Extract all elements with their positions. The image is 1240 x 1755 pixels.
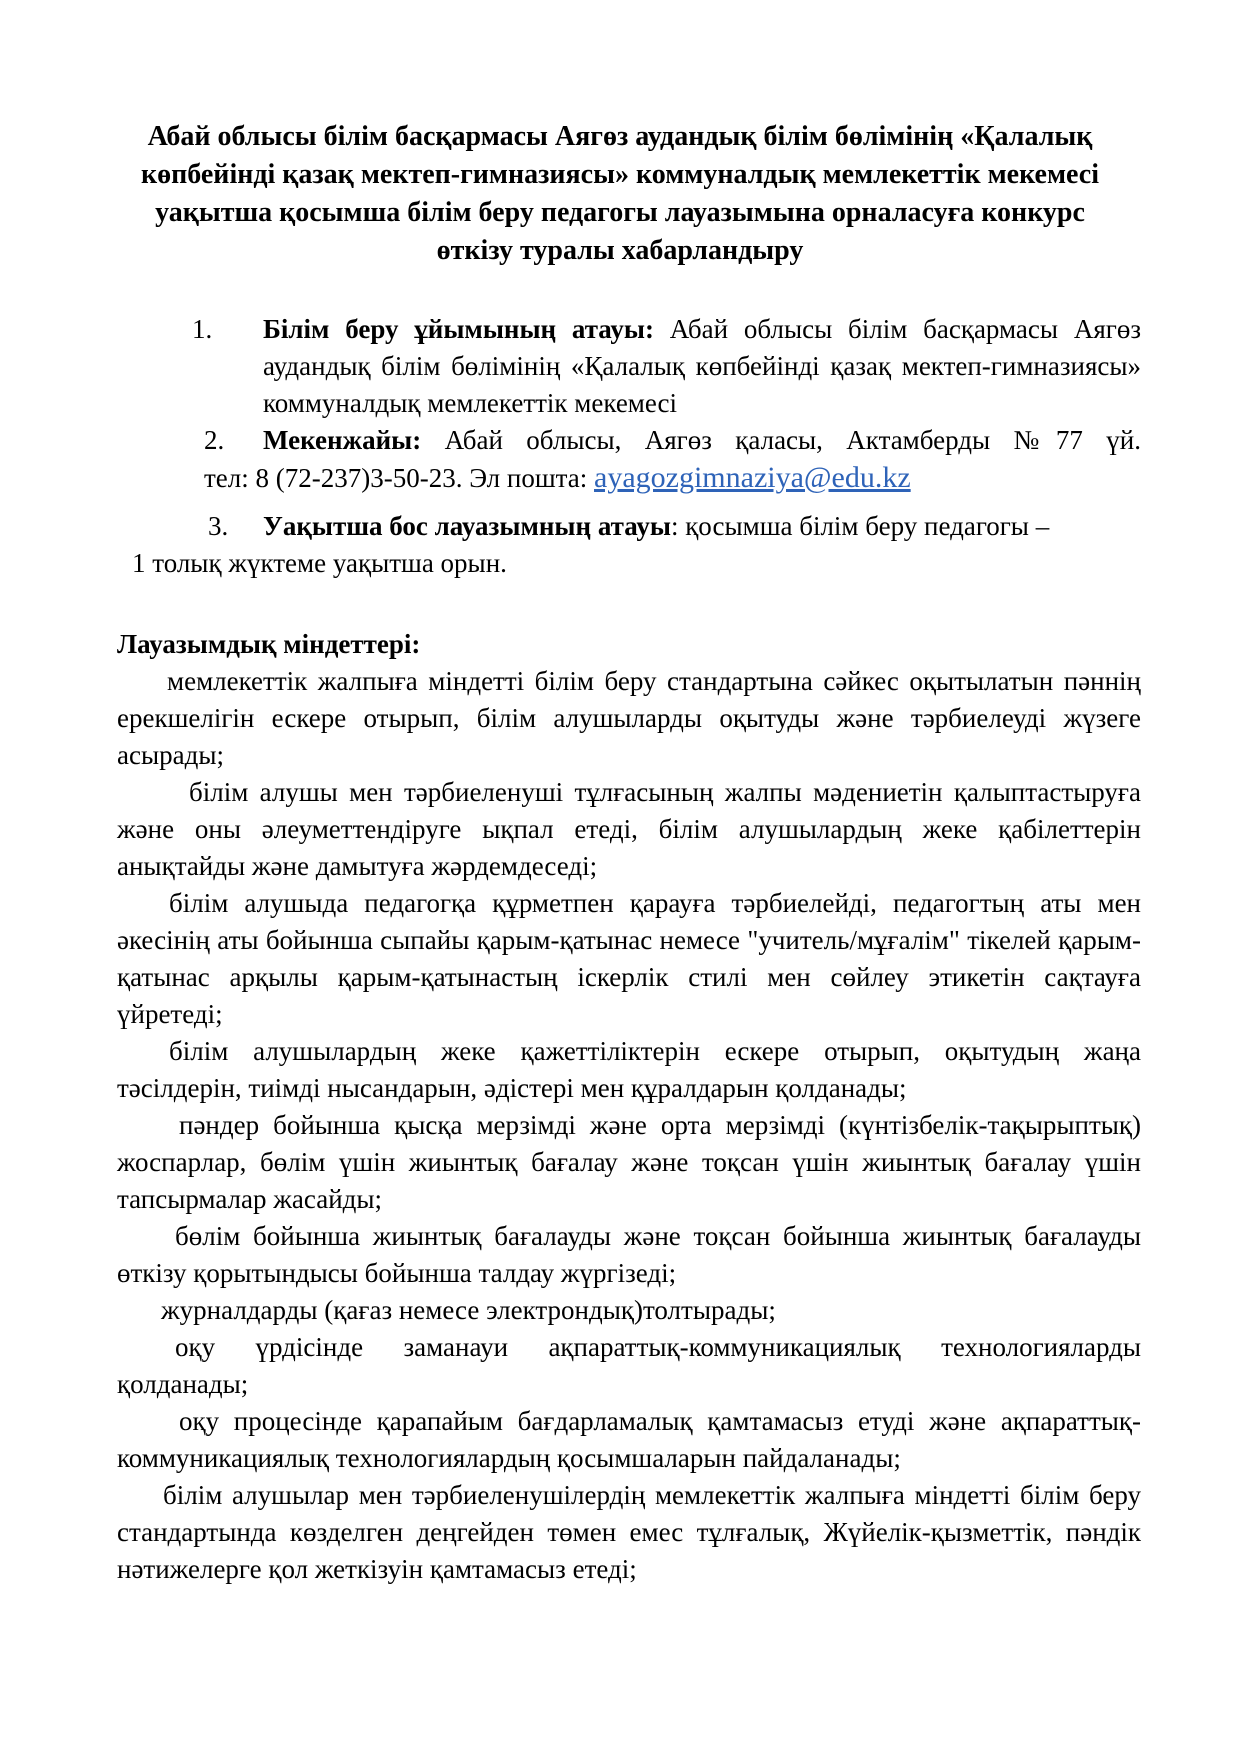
list-item-continuation: 1 толық жүктеме уақытша орын. [132,548,507,578]
duty-paragraph: оқу үрдісінде заманауи ақпараттық-коммуникациялық технологияларды қолданады; [117,1332,1141,1399]
duty-paragraph: бөлім бойынша жиынтық бағалауды және тоқсан бойынша жиынтық бағалауды өткізу қорытындысы бойынша талдау жүргізеді; [117,1221,1141,1288]
list-item-label: Білім беру ұйымының атауы: [263,314,654,344]
list-item-number: 2. [204,425,225,455]
list-item-text: Абай облысы білім басқармасы Аягөз аудандық білім бөлімінің «Қалалық көпбейінді қазақ мектеп-гимназиясы» коммуналдық мемлекеттік мекемесі [263,314,1141,418]
list-item-number: 1. [192,314,213,344]
duties-list [117,663,1141,1588]
list-item-organization-name [192,311,1141,422]
duty-paragraph: білім алушылардың жеке қажеттіліктерін ескере отырып, оқытудың жаңа тәсілдерін, тиімді нысандарын, әдістері мен құралдарын қолданады; [117,1036,1141,1103]
duty-paragraph: білім алушылар мен тәрбиеленушілердің мемлекеттік жалпыға міндетті білім беру стандартында көзделген деңгейден төмен емес тұлғалық, Жүйелік-қызметтік, пәндік нәтижелерге қол жеткізуін қамтамасыз етеді; [117,1480,1141,1584]
duty-paragraph: мемлекеттік жалпыға міндетті білім беру стандартына сәйкес оқытылатын пәннің ерекшелігін ескере отырып, білім алушыларды оқытуды және тәрбиелеуді жүзеге асырады; [117,666,1141,770]
duty-paragraph: білім алушыда педагогқа құрметпен қарауға тәрбиелейді, педагогтың аты мен әкесінің аты бойынша сыпайы қарым-қатынас немесе "учитель/мұғалім" тікелей қарым-қатынас арқылы қарым-қатынастың іскерлік стилі мен сөйлеу этикетін сақтауға үйретеді; [117,888,1141,1029]
list-item-number: 3. [208,511,229,541]
list-item-label: Уақытша бос лауазымның атауы [263,511,671,541]
list-item-label: Мекенжайы: [263,425,422,455]
list-item-vacancy [132,508,1141,582]
duty-paragraph: білім алушы мен тәрбиеленуші тұлғасының жалпы мәдениетін қалыптастыруға және оны әлеуметтендіруге ықпал етеді, білім алушылардың жеке қабілеттерін анықтайды және дамытуға жәрдемдеседі; [117,777,1141,881]
duties-heading: Лауазымдық міндеттері: [117,629,421,659]
duty-paragraph: журналдарды (қағаз немесе электрондық)толтырады; [161,1295,776,1325]
duty-paragraph: оқу процесінде қарапайым бағдарламалық қамтамасыз етуді және ақпараттық-коммуникациялық технологиялардың қосымшаларын пайдаланады; [117,1406,1141,1473]
phone-text: тел: 8 (72-237)3-50-23. Эл пошта: [204,463,595,493]
email-link[interactable]: ayagozgimnaziya@edu.kz [594,461,911,494]
duty-paragraph: пәндер бойынша қысқа мерзімді және орта мерзімді (күнтізбелік-тақырыптық) жоспарлар, бөлім үшін жиынтық бағалау және тоқсан үшін жиынтық бағалау үшін тапсырмалар жасайды; [117,1110,1141,1214]
list-item-address [204,422,1141,497]
list-item-text: Абай облысы, Аягөз қаласы, Актамберды №77 үй. [421,425,1141,455]
list-item-text: : қосымша білім беру педагогы – [670,511,1050,541]
document-title: Абай облысы білім басқармасы Аягөз аудандық білім бөлімінің «Қалалық көпбейінді қазақ мектеп-гимназиясы» коммуналдық мемлекеттік мекемесі уақытша қосымша білім беру педагогы лауазымына орналасуға конкурс өткізу туралы хабарландыру [140,121,1099,266]
